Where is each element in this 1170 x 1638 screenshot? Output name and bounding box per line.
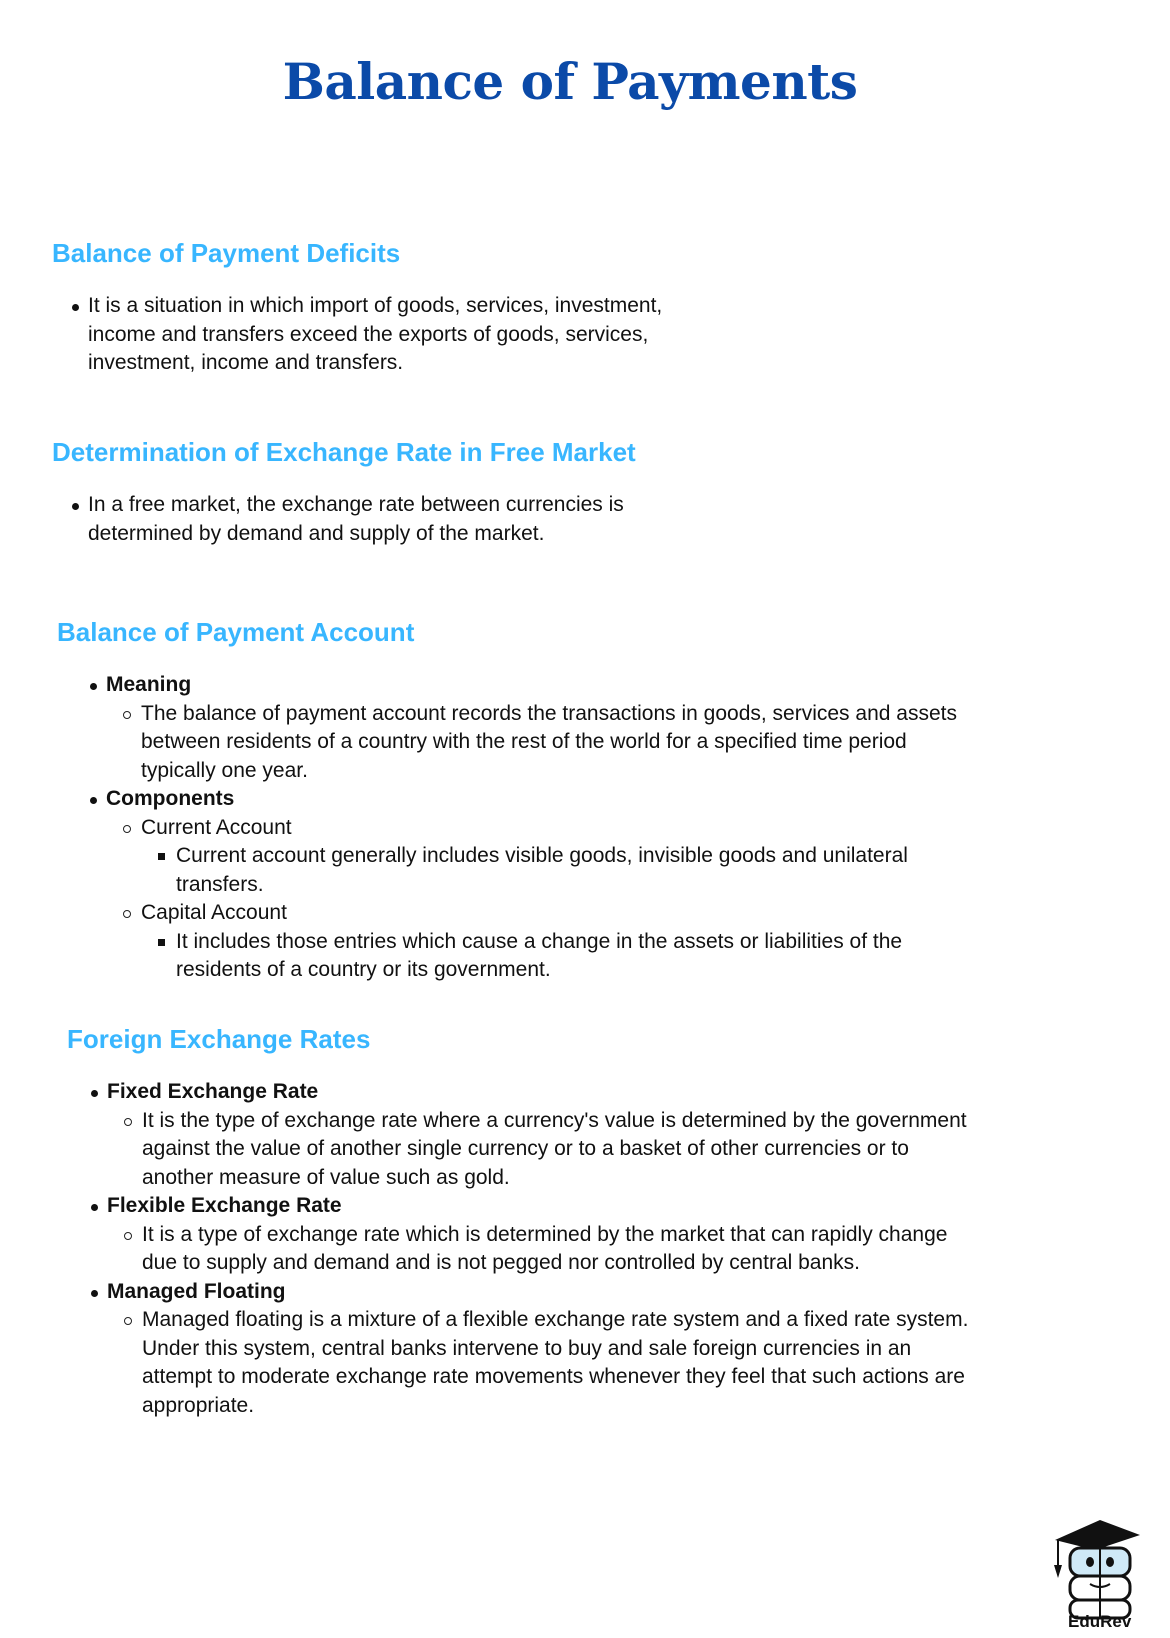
list-label: Components [106,787,235,810]
page-title: Balance of Payments [282,52,858,111]
sub-list-label: Capital Account [141,901,287,924]
logo-text: EduRev [1068,1612,1132,1631]
list-label: Managed Floating [107,1279,286,1303]
sub-sub-list-item: It includes those entries which cause a change in the assets or liabilities of the residents of a country or its government. [141,928,970,985]
list-item-components [70,785,970,985]
section-body-bop-account [70,671,970,985]
section-body-exchange-rate-determination [52,491,652,548]
list-item-managed-floating [71,1278,971,1421]
list-label: Flexible Exchange Rate [107,1194,342,1217]
sub-list-item-current-account [106,814,970,900]
list-item-fixed-exchange-rate [71,1078,971,1192]
sub-list-item: It is a type of exchange rate which is determined by the market that can rapidly change due to supply and demand and is not pegged nor controlled by central banks. [107,1221,971,1278]
sub-list-item: It is the type of exchange rate where a currency's value is determined by the government against the value of another single currency or to a basket of other currencies or to another measure of value such as gold. [107,1107,971,1193]
section-heading-bop-deficits: Balance of Payment Deficits [52,238,401,268]
list-item-meaning [70,671,970,785]
section-body-foreign-exchange-rates [71,1078,971,1420]
list-item-flexible-exchange-rate [71,1192,971,1278]
list-item: In a free market, the exchange rate between currencies is determined by demand and supply of the market. [52,491,652,548]
sub-sub-list-item: Current account generally includes visible goods, invisible goods and unilateral transfers. [141,842,970,899]
sub-list-label: Current Account [141,815,292,839]
list-label: Fixed Exchange Rate [107,1080,319,1103]
section-body-bop-deficits [52,292,712,378]
section-heading-foreign-exchange-rates: Foreign Exchange Rates [67,1024,371,1054]
list-label: Meaning [106,673,192,696]
sub-list-item: Managed floating is a mixture of a flexible exchange rate system and a fixed rate system. Under this system, central banks intervene to buy and sale foreign currencies in an attempt to moderate exchange rate movements whenever they feel that such actions are appropriate. [107,1306,971,1420]
list-item: It is a situation in which import of goods, services, investment, income and transfers exceed the exports of goods, services, investment, income and transfers. [52,292,712,378]
sub-list-item: The balance of payment account records the transactions in goods, services and assets between residents of a country with the rest of the world for a specified time period typically one year. [106,700,970,786]
section-heading-bop-account: Balance of Payment Account [57,617,415,647]
sub-list-item-capital-account [106,899,970,985]
section-heading-exchange-rate-determination: Determination of Exchange Rate in Free Market [52,437,636,467]
